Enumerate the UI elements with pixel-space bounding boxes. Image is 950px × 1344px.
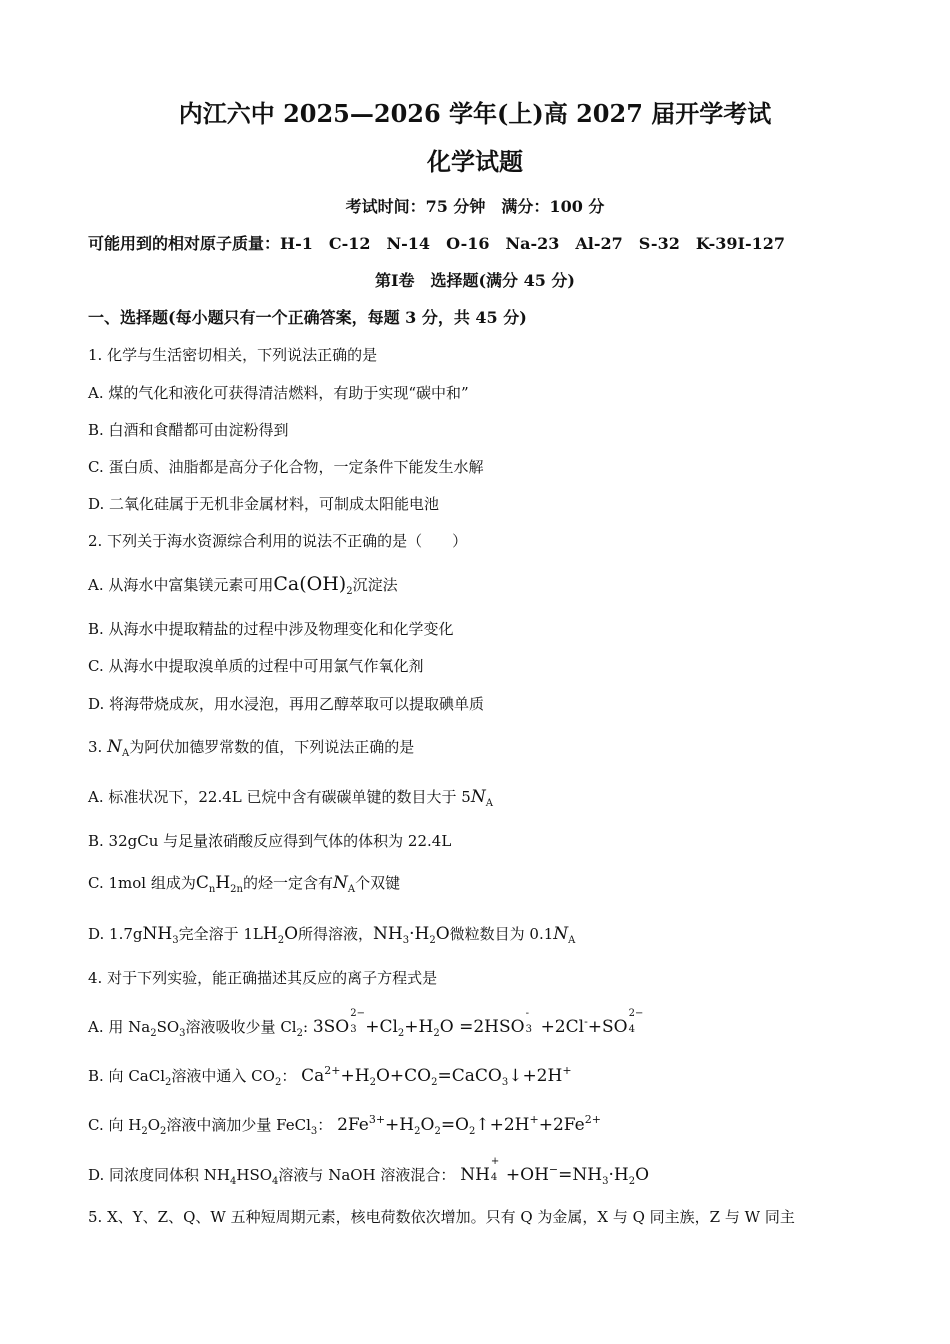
q4-a-eq3: +H (404, 1017, 434, 1037)
q3-a-na-sub: A (485, 798, 493, 809)
q4-a-pre: A. 用 Na (88, 1018, 151, 1036)
q4-d-pre: D. 同浓度同体积 NH (88, 1166, 231, 1184)
q3-stem (88, 737, 414, 764)
q4-d-mid2: 溶液与 NaOH 溶液混合： (278, 1166, 456, 1184)
q4-d-eq2: +OH (505, 1165, 549, 1185)
q4-d-mid: HSO (236, 1166, 273, 1184)
q4-a-eq2: +Cl (365, 1017, 398, 1037)
q3-d-mid2: 所得溶液， (298, 925, 374, 943)
q4-a-mid: SO (156, 1018, 180, 1036)
q4-d-eq4: ·H (608, 1165, 629, 1185)
q4-a-eq6: +SO (587, 1017, 628, 1037)
q3-c-mid: 的烃一定含有 (242, 874, 333, 892)
q4-a-mid2: 溶液吸收少量 Cl (185, 1018, 297, 1036)
q4-c-eq6: +2Fe (538, 1115, 585, 1135)
q3-c-h: H (215, 873, 231, 893)
part-heading: 第Ⅰ卷 选择题(满分 45 分) (374, 271, 576, 290)
q1-option-a: A. 煤的气化和液化可获得清洁燃料，有助于实现“碳中和” (88, 384, 469, 402)
q4-option-d: D. 同浓度同体积 $NH_4HSO_4$溶液与 NaOH 溶液混合： NH + 4 $+OH^-=NH_3\cdot H_2O$ (88, 1156, 649, 1187)
q3-d-na-sub: A (568, 935, 576, 946)
q3-na: N (107, 737, 122, 757)
q3-a-pre: A. 标准状况下，22.4L 已烷中含有碳碳单键的数目大于 5 (88, 788, 471, 806)
q3-option-c (88, 873, 400, 900)
q3-d-sub3b: 3 (402, 935, 410, 946)
atomic-masses: 可能用到的相对原子质量：H-1 C-12 N-14 O-16 Na-23 Al-27 S-32 K-39I-127 (88, 234, 786, 253)
q3-d-sub2b: 2 (429, 935, 436, 946)
q3-stem-post: 为阿伏加德罗常数的值，下列说法正确的是 (129, 738, 415, 756)
q4-c-eq5: +2H (489, 1115, 530, 1135)
q4-b-eq5: +2H (522, 1066, 563, 1086)
exam-subtitle: 化学试题 (427, 147, 523, 176)
q2-a-sub: 2 (346, 586, 353, 597)
q3-d-nh3b: NH (373, 924, 403, 944)
q3-option-b: B. 32gCu 与足量浓硝酸反应得到气体的体积为 22.4L (88, 832, 452, 850)
q3-option-a (88, 787, 493, 814)
q4-b-mid: 溶液中通入 CO (171, 1067, 275, 1085)
q3-d-sub2: 2 (277, 935, 285, 946)
q2-option-b: B. 从海水中提取精盐的过程中涉及物理变化和化学变化 (88, 620, 454, 638)
q2-option-c: C. 从海水中提取溴单质的过程中可用氯气作氧化剂 (88, 657, 424, 675)
q3-d-nh3: NH (142, 924, 173, 944)
q3-c-post: 个双键 (355, 874, 401, 892)
q3-num: 3. (88, 738, 103, 756)
exam-title: 内江六中 2025—2026 学年(上)高 2027 届开学考试 (178, 99, 772, 128)
q2-a-formula: Ca(OH) (273, 573, 347, 595)
q4-c-pre: C. 向 H (88, 1116, 142, 1134)
q3-c-sub2: 2n (230, 884, 243, 895)
q4-option-a: A. 用 $Na_2SO_3$溶液吸收少量 $Cl_2$: 3SO 2− 3 $+Cl_2+H_2O =2HSO$ - 3 +2Cl-+SO 2− 4 (88, 1008, 644, 1039)
q2-a-pre: A. 从海水中富集镁元素可用 (88, 576, 274, 594)
q4-c-eq4: =O (440, 1115, 469, 1135)
q1-stem: 1. 化学与生活密切相关，下列说法正确的是 (88, 346, 378, 364)
q2-option-a (88, 574, 398, 602)
q3-na-sub: A (121, 748, 130, 759)
q4-a-eq: 3SO (312, 1017, 350, 1037)
q3-d-sub3: 3 (172, 935, 179, 946)
q2-a-post: 沉淀法 (352, 576, 398, 594)
q4-stem: 4. 对于下列实验，能正确描述其反应的离子方程式是 (88, 969, 438, 987)
q3-d-o: O (284, 924, 298, 944)
q3-d-ob: O (435, 924, 450, 944)
section-heading: 一、选择题(每小题只有一个正确答案，每题 3 分，共 45 分) (88, 308, 527, 327)
q4-c-mid2: 溶液中滴加少量 FeCl (166, 1116, 311, 1134)
q4-c-eq2: +H (385, 1115, 415, 1135)
q4-a-eq5: +2Cl (540, 1017, 585, 1037)
q4-d-eq3: =NH (558, 1165, 603, 1185)
q4-c-mid: O (147, 1116, 161, 1134)
q4-b-pre: B. 向 CaCl (88, 1067, 166, 1085)
q1-option-c: C. 蛋白质、油脂都是高分子化合物，一定条件下能发生水解 (88, 458, 484, 476)
q1-option-d: D. 二氧化硅属于无机非金属材料，可制成太阳能电池 (88, 495, 440, 513)
q3-c-na: N (332, 873, 348, 893)
q4-d-eq1: NH (460, 1165, 490, 1185)
q4-option-b: B. 向 CaCl$_2$溶液中通入 $CO_2$： $Ca^{2+}+H_2O+CO_2=CaCO_3↓+2H^+$ (88, 1064, 572, 1088)
q4-a-eq4: O =2HSO (439, 1017, 525, 1037)
q4-b-eq4: =CaCO (437, 1066, 502, 1086)
q4-b-eq2: +H (340, 1066, 370, 1086)
q3-d-mid1: 完全溶于 1L (178, 925, 263, 943)
q3-c-na-sub: A (347, 884, 356, 895)
q3-d-dot: ·H (409, 924, 430, 944)
q3-c-c: C (195, 873, 209, 893)
q2-option-d: D. 将海带烧成灰，用水浸泡，再用乙醇萃取可以提取碘单质 (88, 695, 485, 713)
q4-b-eq3: O+CO (375, 1066, 432, 1086)
q5-stem: 5. X、Y、Z、Q、W 五种短周期元素，核电荷数依次增加。只有 Q 为金属，X 与 Q 同主族，Z 与 W 同主 (88, 1208, 795, 1226)
q3-d-h: H (262, 924, 278, 944)
exam-info: 考试时间：75 分钟 满分：100 分 (345, 197, 605, 216)
q3-d-na: N (553, 924, 569, 944)
q2-stem: 2. 下列关于海水资源综合利用的说法不正确的是（ ） (88, 532, 468, 550)
q4-d-eq5: O (635, 1165, 649, 1185)
q3-d-pre: D. 1.7g (88, 925, 143, 943)
q3-c-sub1: n (208, 884, 216, 895)
q4-option-c: C. 向 $H_2O_2$溶液中滴加少量 FeCl$_3$： $2Fe^{3+}+H_2O_2=O_2↑+2H^++2Fe^{2+}$ (88, 1113, 601, 1137)
q1-option-b: B. 白酒和食醋都可由淀粉得到 (88, 421, 289, 439)
q3-a-na: N (470, 787, 486, 807)
q4-c-eq1: 2Fe (337, 1115, 369, 1135)
q4-c-eq3: O (420, 1115, 435, 1135)
q3-c-pre: C. 1mol 组成为 (88, 874, 196, 892)
q4-b-eq1: Ca (301, 1066, 325, 1086)
q3-option-d (88, 924, 575, 951)
q3-d-mid3: 微粒数目为 0.1 (449, 925, 554, 943)
